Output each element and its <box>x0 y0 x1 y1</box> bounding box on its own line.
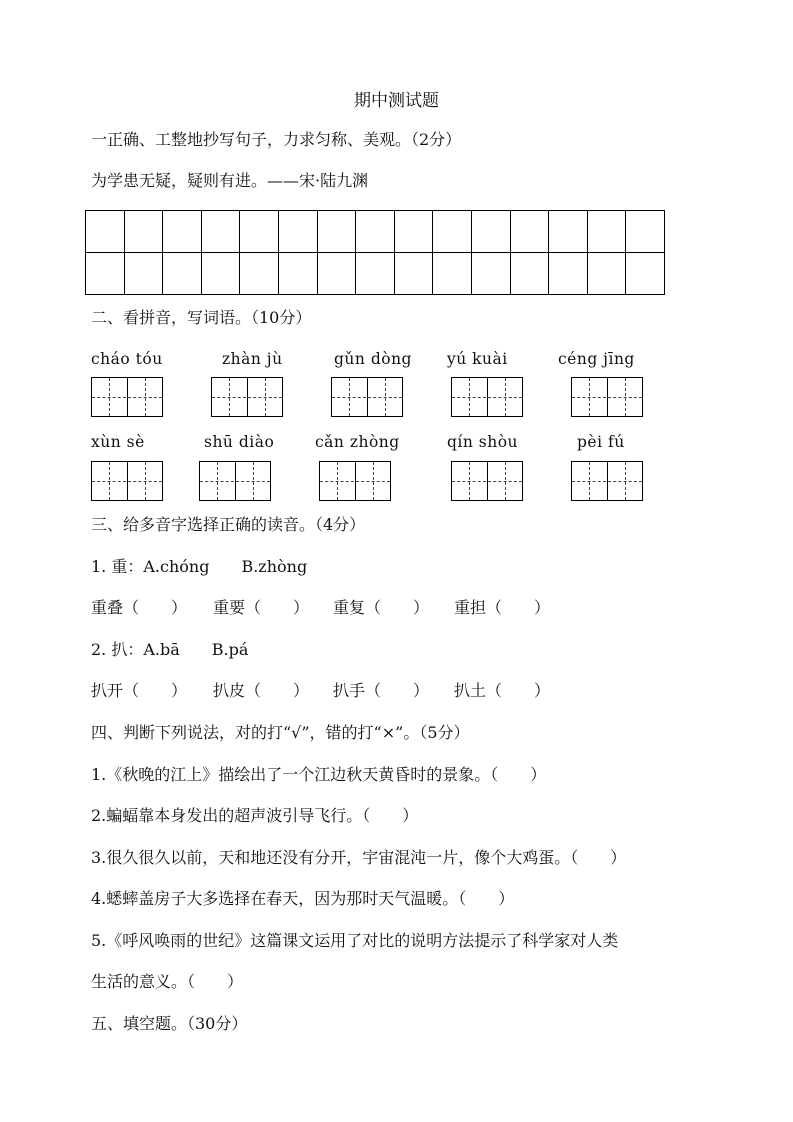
pinyin-label: qín shòu <box>447 433 519 451</box>
judgement-item[interactable]: 1.《秋晚的江上》描绘出了一个江边秋天黄昏时的景象。（ ） <box>91 765 547 784</box>
question-2-label: 2. 扒：A.bā B.pá <box>91 640 249 659</box>
answer-item[interactable]: 扒手（ ） <box>333 681 430 700</box>
section4-heading: 四、判断下列说法，对的打“√”，错的打“×”。（5分） <box>91 723 470 742</box>
section3-heading: 三、给多音字选择正确的读音。（4分） <box>91 515 366 534</box>
answer-box[interactable] <box>451 461 523 501</box>
answer-item[interactable]: 重叠（ ） <box>91 598 188 617</box>
answer-item[interactable]: 扒开（ ） <box>91 681 188 700</box>
pinyin-label: yú kuài <box>447 350 508 368</box>
pinyin-label: xùn sè <box>91 433 145 451</box>
answer-item[interactable]: 扒土（ ） <box>454 681 551 700</box>
pinyin-label: pèi fú <box>577 433 625 451</box>
judgement-item-continued[interactable]: 生活的意义。（ ） <box>91 972 244 991</box>
pinyin-label: cháo tóu <box>91 350 163 368</box>
question-1-items <box>91 598 550 618</box>
copy-writing-grid[interactable] <box>85 210 665 295</box>
judgement-item[interactable]: 3.很久很久以前，天和地还没有分开，宇宙混沌一片，像个大鸡蛋。（ ） <box>91 848 627 867</box>
answer-box[interactable] <box>91 377 163 417</box>
pinyin-label: zhàn jù <box>222 350 283 368</box>
section1-heading: 一正确、工整地抄写句子，力求匀称、美观。（2分） <box>91 130 462 149</box>
answer-box[interactable] <box>571 377 643 417</box>
answer-box[interactable] <box>319 461 391 501</box>
answer-item[interactable]: 扒皮（ ） <box>213 681 310 700</box>
question-2-items <box>91 681 550 701</box>
pinyin-label: cǎn zhòng <box>315 433 400 451</box>
question-1-label: 1. 重：A.chóng B.zhòng <box>91 557 308 576</box>
answer-box[interactable] <box>571 461 643 501</box>
answer-box[interactable] <box>211 377 283 417</box>
answer-item[interactable]: 重复（ ） <box>333 598 430 617</box>
answer-item[interactable]: 重担（ ） <box>454 598 551 617</box>
pinyin-label: shū diào <box>204 433 275 451</box>
grid-row <box>86 211 665 253</box>
answer-box[interactable] <box>451 377 523 417</box>
pinyin-label: céng jīng <box>558 350 635 368</box>
page-title: 期中测试题 <box>354 91 439 111</box>
answer-item[interactable]: 重要（ ） <box>213 598 310 617</box>
copy-sentence: 为学患无疑，疑则有进。——宋·陆九渊 <box>91 171 369 190</box>
answer-box[interactable] <box>199 461 271 501</box>
judgement-item[interactable]: 4.蟋蟀盖房子大多选择在春天，因为那时天气温暖。（ ） <box>91 889 515 908</box>
section2-heading: 二、看拼音，写词语。（10分） <box>91 308 312 327</box>
answer-box[interactable] <box>331 377 403 417</box>
judgement-item[interactable]: 2.蝙蝠靠本身发出的超声波引导飞行。（ ） <box>91 806 419 825</box>
pinyin-label: gǔn dòng <box>334 350 412 368</box>
judgement-item[interactable]: 5.《呼风唤雨的世纪》这篇课文运用了对比的说明方法提示了科学家对人类 <box>91 931 619 950</box>
grid-row <box>86 253 665 295</box>
section5-heading: 五、填空题。（30分） <box>91 1014 248 1033</box>
answer-box[interactable] <box>91 461 163 501</box>
